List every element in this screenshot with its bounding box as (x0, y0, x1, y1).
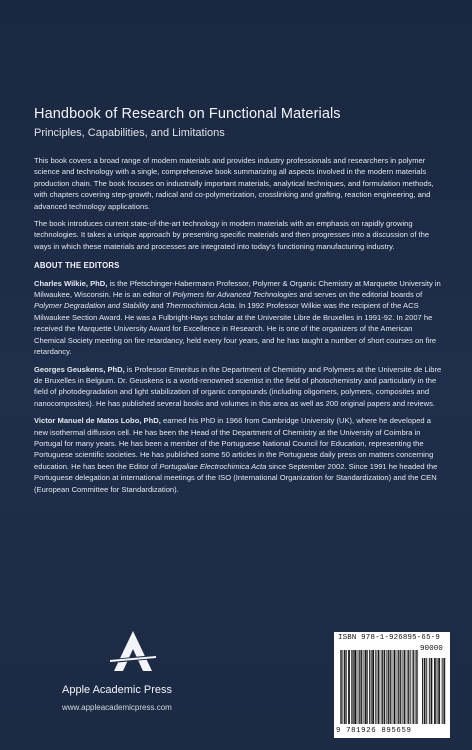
barcode-bar (369, 650, 370, 724)
barcode-bar (378, 650, 379, 724)
barcode-bar (366, 650, 367, 724)
barcode-addon-bar (435, 658, 436, 724)
barcode-bar (344, 650, 345, 724)
barcode-addon-bar (431, 658, 432, 724)
editor-name: Victor Manuel de Matos Lobo, PhD, (34, 416, 161, 426)
barcode-bar (340, 650, 341, 724)
barcode-bar (354, 650, 355, 724)
barcode-bar (353, 650, 354, 724)
barcode-bar (401, 650, 402, 724)
journal-title: Portugaliae Electrochimica Acta (159, 461, 267, 471)
description-paragraph-1: This book covers a broad range of modern materials and provides industry professionals and researchers in polymer science and technology with a single, comprehensive book summarizing all aspects involved in the modern materials production chain. The book focuses on industrially important materials, analytical techniques, and formulation methods, with chapters covering step-growth, radical and co-polymerization, crosslinking and grafting, reaction engineering, and advanced technology applications. (34, 156, 434, 211)
barcode-bar (390, 650, 391, 724)
editor-name: Georges Geuskens, PhD, (34, 364, 125, 374)
barcode-addon-bar (444, 658, 445, 724)
barcode-bar (388, 650, 389, 724)
barcode-bar (349, 650, 350, 724)
barcode-addon-bar (425, 658, 426, 724)
barcode-bar (346, 650, 347, 724)
barcode-bar (357, 650, 358, 724)
barcode-bar (352, 650, 353, 724)
barcode-bar (359, 650, 360, 724)
barcode-bar (372, 650, 373, 724)
journal-title: Polymer Degradation and Stability (34, 301, 149, 311)
editor-bio-wilkie: Charles Wilkie, PhD, is the Pfetschinger-Habermann Professor, Polymer & Organic Chemistry at Marquette University in Milwaukee, Wisconsin. He is an editor of Polymers for Advanced Technologies and serves on the editorial boards of Polymer Degradation and Stability and Thermochimica Acta. In 1992 Professor Wilkie was the recipient of the ACS Milwaukee Section Award. He was a Fulbright-Hays scholar at the Universite Libre de Bruxelles in 1991-92. In 2007 he received the Marquette University Award for Excellence in Research. He is one of the organizers of the American Chemical Society meeting on fire retardancy, held every four years, and he has taught a number of short courses on fire retardancy. (34, 278, 441, 357)
barcode-bar (341, 650, 342, 724)
barcode-bar (406, 650, 407, 724)
barcode-bar (408, 650, 409, 724)
barcode-addon-bar (431, 658, 432, 724)
barcode-bar (345, 650, 346, 724)
barcode-bar (344, 650, 345, 724)
barcode-bar (391, 650, 392, 724)
barcode-bar (384, 650, 385, 724)
barcode-bar (404, 650, 405, 724)
barcode-bar (367, 650, 368, 724)
editors-heading: ABOUT THE EDITORS (34, 261, 120, 271)
barcode-bars (340, 644, 446, 726)
barcode-bar (361, 650, 362, 724)
barcode-bar (355, 650, 356, 724)
barcode-bar (351, 650, 352, 724)
barcode-bar (362, 650, 363, 724)
publisher-url: www.appleacademicpress.com (62, 703, 172, 712)
journal-title: Polymers for Advanced Technologies (172, 290, 298, 300)
book-subtitle: Principles, Capabilities, and Limitations (34, 127, 225, 139)
barcode-bar (416, 650, 417, 724)
barcode-bar (403, 650, 404, 724)
barcode-bar (364, 650, 365, 724)
barcode-bar (365, 650, 366, 724)
barcode-bar (355, 650, 356, 724)
barcode-addon-bar (426, 658, 427, 724)
barcode-bar (410, 650, 411, 724)
barcode-bar (393, 650, 394, 724)
barcode-bar (360, 650, 361, 724)
isbn-label: ISBN 978-1-926895-65-9 (338, 634, 440, 642)
barcode-bar (348, 650, 349, 724)
description-paragraph-2: The book introduces current state-of-the-art technology in modern materials with an emphasis on rapidly growing technologies. It takes a unique approach by presenting specific materials and then progresses into a discussion of the ways in which these materials and processes are integrated into today's functioning manufacturing industry. (34, 219, 430, 251)
barcode-bar (412, 650, 413, 724)
barcode (334, 632, 450, 738)
barcode-bar (417, 650, 418, 724)
barcode-bar (383, 650, 384, 724)
barcode-bar (407, 650, 408, 724)
barcode-bar (404, 650, 405, 724)
barcode-addon-bar (439, 658, 440, 724)
barcode-bar (398, 650, 399, 724)
publisher-logo-icon (108, 629, 158, 673)
barcode-bar (373, 650, 374, 724)
barcode-bar (399, 650, 400, 724)
barcode-addon-bar (438, 658, 439, 724)
barcode-addon-bar (429, 658, 430, 724)
barcode-bar (371, 650, 372, 724)
barcode-bar (349, 650, 350, 724)
barcode-bar (370, 650, 371, 724)
barcode-bar (413, 650, 414, 724)
barcode-bar (386, 650, 387, 724)
barcode-bar (396, 650, 397, 724)
barcode-bar (380, 650, 381, 724)
editor-bio-lobo: Victor Manuel de Matos Lobo, PhD, earned his PhD in 1966 from Cambridge University (UK), where he developed a new isothermal diffusion cell. He has been the Head of the Department of Chemistry at the University of Coimbra in Portugal for many years. He has been a member of the Portuguese National Council for Education, representing the Portuguese scientific societies. He has published some 50 articles in the Portuguese daily press on matters concerning education. He has been the Editor of Portugaliae Electrochimica Acta since September 2002. Since 1991 he headed the Portuguese delegation at international meetings of the ISO (International Organization for Standardization) and the CEN (European Committee for Standardization). (34, 416, 438, 494)
barcode-addon-bar (437, 658, 438, 724)
barcode-number: 9 781926 895659 (336, 727, 412, 735)
book-title: Handbook of Research on Functional Materials (34, 106, 341, 122)
barcode-addon-bar (443, 658, 444, 724)
barcode-bar (394, 650, 395, 724)
barcode-addon-bar (442, 658, 443, 724)
barcode-bar (416, 650, 417, 724)
publisher-name: Apple Academic Press (62, 684, 173, 696)
barcode-bar (342, 650, 343, 724)
editor-bio-geuskens: Georges Geuskens, PhD, is Professor Emeritus in the Department of Chemistry and Polymers at the Universite de Libre de Bruxelles in Belgium. Dr. Geuskens is a world-renowned scientist in the field of photochemistry and particularly in the field of photodegradation and light stabilization of organic compounds (including oligomers, polymers, composites and nanocomposites). He has published several books and volumes in this area as well as 200 original papers and reviews. (34, 364, 442, 408)
barcode-bar (394, 650, 395, 724)
editor-name: Charles Wilkie, PhD, (34, 278, 108, 288)
barcode-bar (378, 650, 379, 724)
barcode-bar (398, 650, 399, 724)
barcode-bar (377, 650, 378, 724)
barcode-bar (382, 650, 383, 724)
barcode-bar (385, 650, 386, 724)
barcode-bar (359, 650, 360, 724)
barcode-bar (388, 650, 389, 724)
barcode-bar (373, 650, 374, 724)
barcode-bar (409, 650, 410, 724)
barcode-bar (390, 650, 391, 724)
cover-text (34, 155, 446, 501)
barcode-addon: 90000 (420, 645, 443, 653)
journal-title: Thermochimica Acta (165, 301, 235, 311)
barcode-bar (365, 650, 366, 724)
barcode-addon-bar (422, 658, 423, 724)
barcode-bar (381, 650, 382, 724)
barcode-bar (400, 650, 401, 724)
barcode-bar (414, 650, 415, 724)
barcode-bar (375, 650, 376, 724)
barcode-addon-bar (434, 658, 435, 724)
barcode-addon-bar (424, 658, 425, 724)
